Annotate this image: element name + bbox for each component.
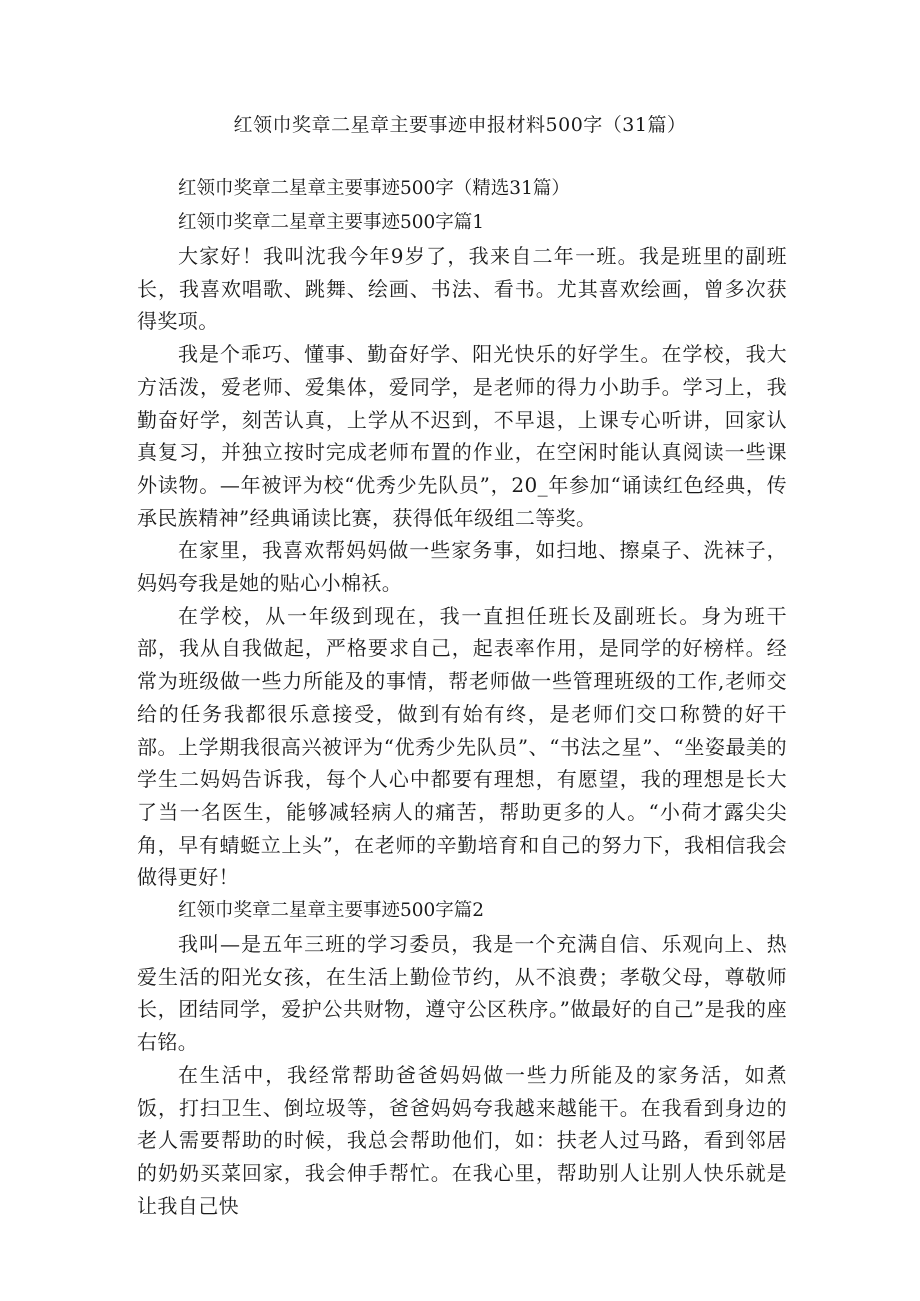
section-1-paragraph-2: 我是个乖巧、懂事、勤奋好学、阳光快乐的好学生。在学校，我大方活泼，爱老师、爱集体，爱同学，是老师的得力小助手。学习上，我勤奋好学，刻苦认真，上学从不迟到，不早退，上课专心听讲，回家认真复习，并独立按时完成老师布置的作业，在空闲时能认真阅读一些课外读物。—年被评为校“优秀少先队员”，20_年参加“诵读红色经典，传承民族精神”经典诵读比赛，获得低年级组二等奖。 — [137, 342, 787, 530]
section-1-heading: 红领巾奖章二星章主要事迹500字篇1 — [178, 212, 485, 233]
document-body — [137, 172, 787, 1222]
section-1-paragraph-3: 在家里，我喜欢帮妈妈做一些家务事，如扫地、擦桌子、洗袜子，妈妈夸我是她的贴心小棉袄。 — [137, 538, 787, 596]
section-1-paragraph-1: 大家好！我叫沈我今年9岁了，我来自二年一班。我是班里的副班长，我喜欢唱歌、跳舞、绘画、书法、看书。尤其喜欢绘画，曾多次获得奖项。 — [137, 244, 787, 334]
document-title: 红领巾奖章二星章主要事迹申报材料500字（31篇） — [233, 114, 687, 136]
section-2-paragraph-1: 我叫—是五年三班的学习委员，我是一个充满自信、乐观向上、热爱生活的阳光女孩，在生活上勤俭节约，从不浪费；孝敬父母，尊敬师长，团结同学，爱护公共财物，遵守公区秩序。”做最好的自己”是我的座右铭。 — [137, 932, 787, 1055]
section-2-paragraph-2: 在生活中，我经常帮助爸爸妈妈做一些力所能及的家务活，如煮饭，打扫卫生、倒垃圾等，爸爸妈妈夸我越来越能干。在我看到身边的老人需要帮助的时候，我总会帮助他们，如：扶老人过马路，看到邻居的奶奶买菜回家，我会伸手帮忙。在我心里，帮助别人让别人快乐就是让我自己快 — [137, 1062, 787, 1218]
section-2-heading: 红领巾奖章二星章主要事迹500字篇2 — [178, 900, 485, 922]
document-subtitle: 红领巾奖章二星章主要事迹500字（精选31篇） — [178, 178, 570, 199]
section-1-paragraph-4: 在学校，从一年级到现在，我一直担任班长及副班长。身为班干部，我从自我做起，严格要求自己，起表率作用，是同学的好榜样。经常为班级做一些力所能及的事情，帮老师做一些管理班级的工作,老师交给的任务我都很乐意接受，做到有始有终，是老师们交口称赞的好干部。上学期我很高兴被评为“优秀少先队员”、“书法之星”、“坐姿最美的学生二妈妈告诉我，每个人心中都要有理想，有愿望，我的理想是长大了当一名医生，能够减轻病人的痛苦，帮助更多的人。“小荷才露尖尖角，早有蜻蜓立上头”，在老师的辛勤培育和自己的努力下，我相信我会做得更好！ — [137, 603, 787, 890]
